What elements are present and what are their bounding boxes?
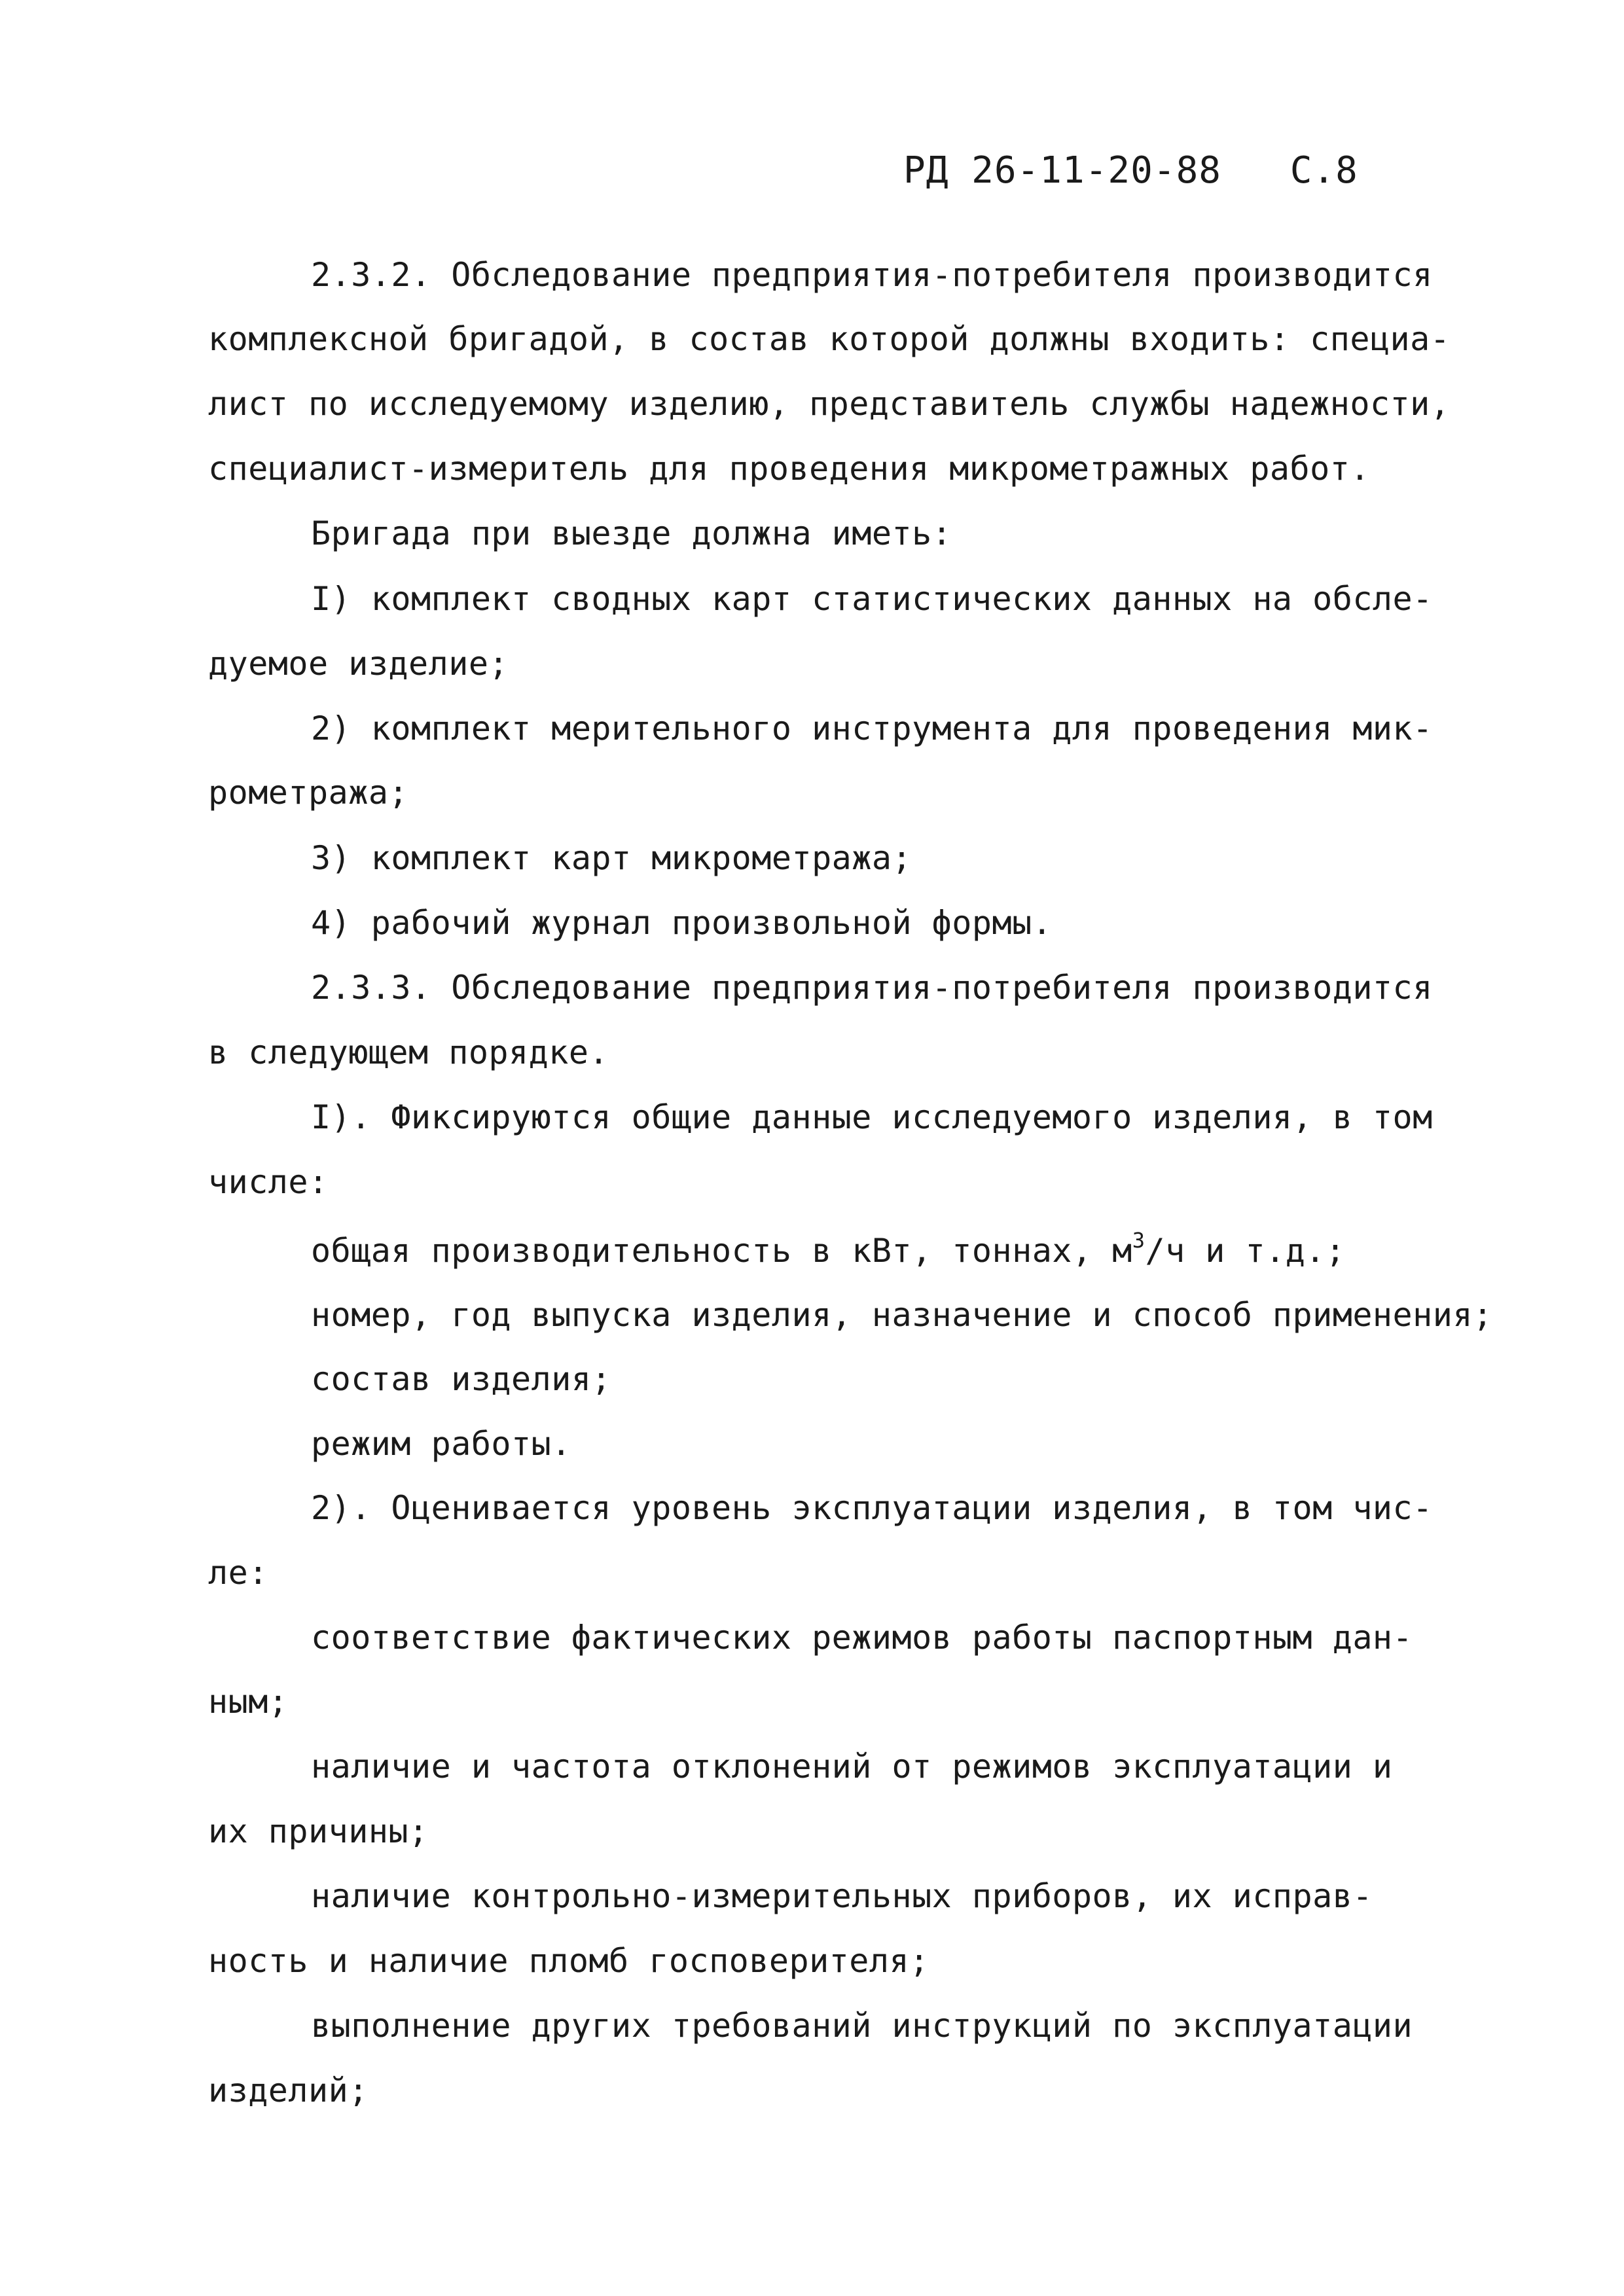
step-2-line-1: 2). Оценивается уровень эксплуатации изделия, в том чис- — [311, 1489, 1433, 1527]
section-2-3-2-line-4: специалист-измеритель для проведения микрометражных работ. — [208, 450, 1370, 488]
cubic-exponent: 3 — [1132, 1228, 1146, 1253]
section-2-3-3-line-1: 2.3.3. Обследование предприятия-потребителя производится — [311, 969, 1433, 1007]
instruments-line-1: наличие контрольно-измерительных приборов, их исправ- — [311, 1877, 1373, 1915]
brigade-intro: Бригада при выезде должна иметь: — [311, 514, 952, 552]
instruments-line-2: ность и наличие пломб госповерителя; — [208, 1942, 929, 1980]
list-item-1-line-2: дуемое изделие; — [208, 645, 509, 683]
page-header — [903, 149, 1358, 192]
deviations-line-2: их причины; — [208, 1812, 429, 1850]
list-item-1-line-1: I) комплект сводных карт статистических данных на обсле- — [311, 580, 1433, 618]
section-2-3-2-line-1: 2.3.2. Обследование предприятия-потребителя производится — [311, 256, 1433, 294]
section-2-3-2-line-3: лист по исследуемому изделию, представитель службы надежности, — [208, 385, 1451, 423]
compliance-line-1: соответствие фактических режимов работы паспортным дан- — [311, 1619, 1413, 1657]
document-code: РД 26-11-20-88 — [903, 149, 1222, 192]
step-1-line-2: числе: — [208, 1163, 329, 1201]
mode-line: режим работы. — [311, 1425, 571, 1463]
performance-line — [311, 1228, 1346, 1270]
step-2-line-2: ле: — [208, 1554, 268, 1592]
section-2-3-3-line-2: в следующем порядке. — [208, 1033, 609, 1071]
other-requirements-line-1: выполнение других требований инструкций по эксплуатации — [311, 2007, 1413, 2045]
deviations-line-1: наличие и частота отклонений от режимов эксплуатации и — [311, 1748, 1393, 1785]
page-number: С.8 — [1290, 149, 1358, 192]
composition-line: состав изделия; — [311, 1360, 612, 1398]
step-1-line-1: I). Фиксируются общие данные исследуемого изделия, в том — [311, 1098, 1433, 1136]
list-item-4: 4) рабочий журнал произвольной формы. — [311, 904, 1053, 942]
performance-text: общая производительность в кВт, тоннах, м — [311, 1232, 1132, 1270]
number-year-line: номер, год выпуска изделия, назначение и способ применения; — [311, 1296, 1493, 1334]
section-2-3-2-line-2: комплексной бригадой, в состав которой должны входить: специа- — [208, 320, 1451, 358]
list-item-2-line-2: рометража; — [208, 774, 409, 812]
list-item-2-line-1: 2) комплект мерительного инструмента для проведения мик- — [311, 709, 1433, 747]
compliance-line-2: ным; — [208, 1683, 289, 1721]
performance-unit: /ч и т.д.; — [1145, 1232, 1346, 1270]
list-item-3: 3) комплект карт микрометража; — [311, 839, 912, 877]
other-requirements-line-2: изделий; — [208, 2072, 369, 2109]
